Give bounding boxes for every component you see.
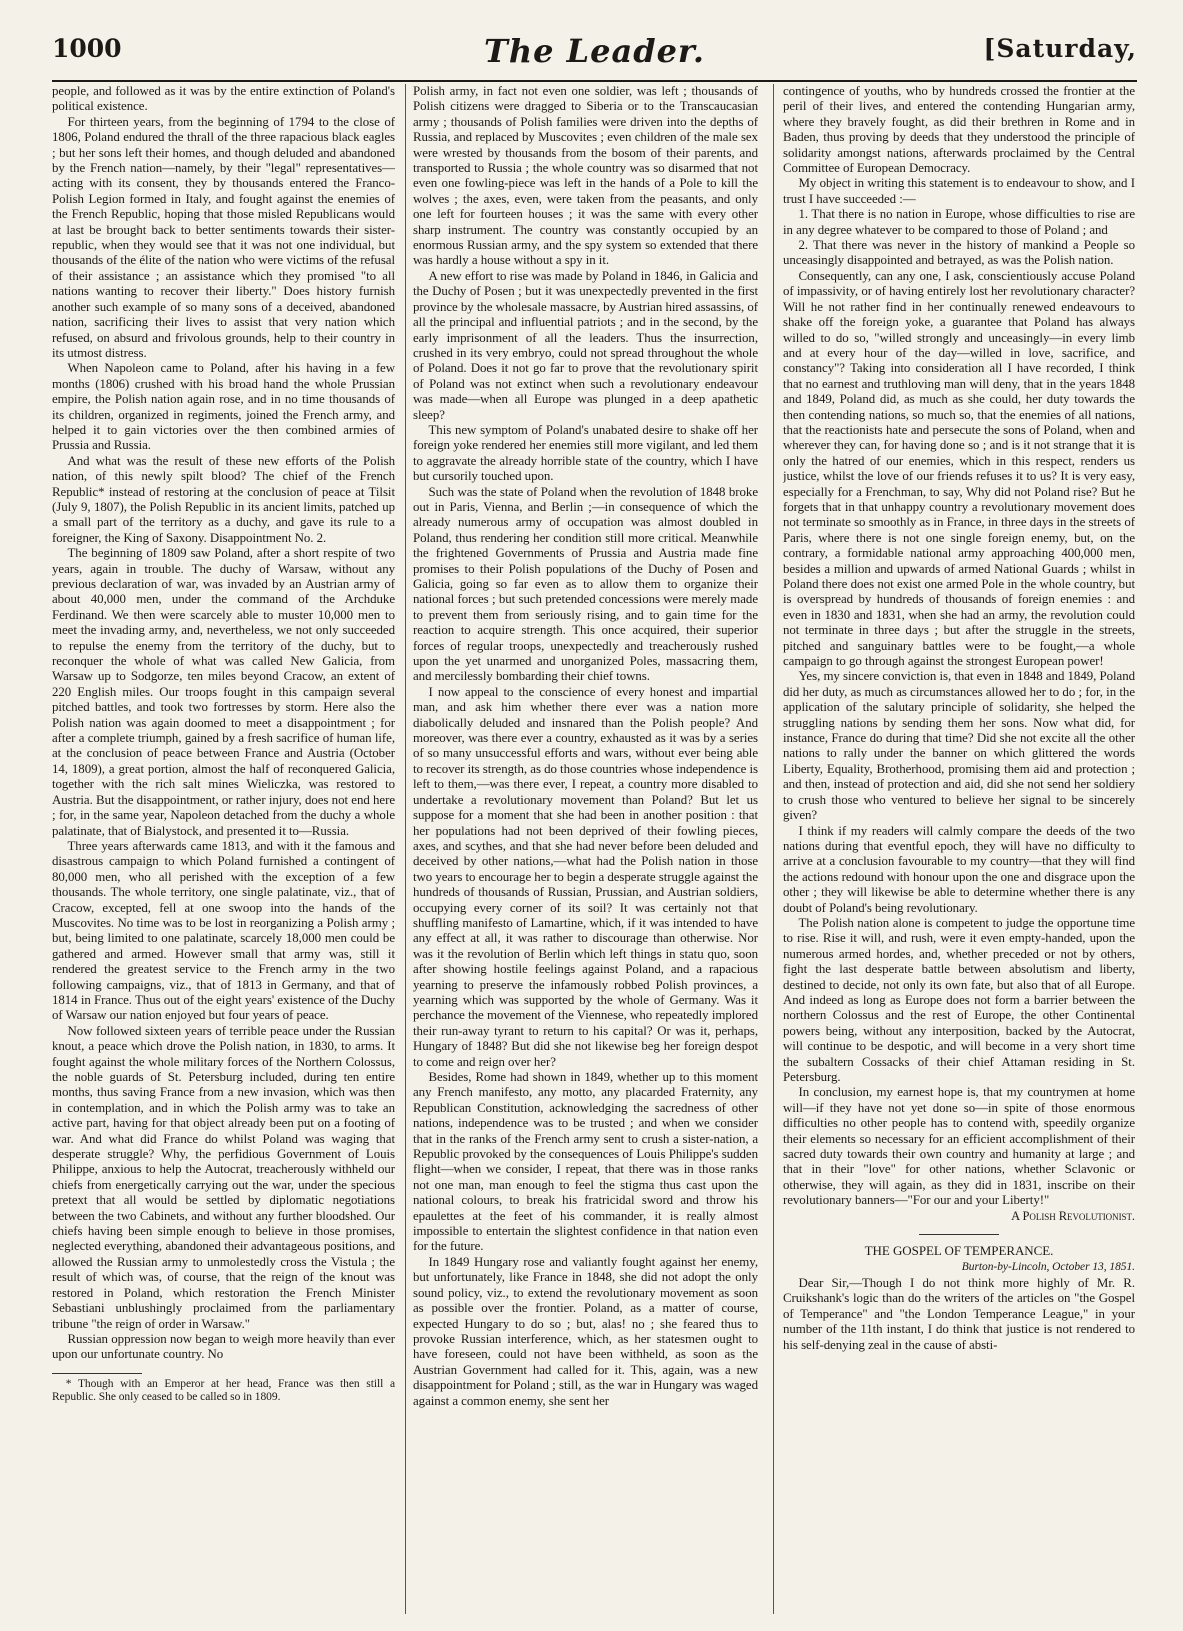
column-divider: [405, 84, 406, 1614]
column-3: [783, 84, 1135, 1614]
paragraph: Such was the state of Poland when the revolution of 1848 broke out in Paris, Vienna, and Berlin ;—in consequence of which the already numerous army of occupation was almost doubled in Poland, thus rendering her condition still more critical. Meanwhile the frightened Governments of Prussia and Austria made fine promises to their Polish populations of the Duchy of Posen and Galicia, going so far even as to allow them to organize their national forces ; but such pretended concessions were merely made to prevent them from seriously rising, and to gain time for the reaction to acquire strength. This once acquired, their superior forces of regular troops, unexpectedly and treacherously rushed upon the yet unarmed and unorganized Poles, massacring them, and mercilessly bombarding their chief towns.: [413, 484, 758, 684]
paragraph: For thirteen years, from the beginning of 1794 to the close of 1806, Poland endured the thrall of the three rapacious black eagles ; but her sons left their homes, and though deluded and abandoned by the French nation—namely, by their "legal" representatives—acting with its consent, they by thousands entered the Franco-Polish Legion formed in Italy, and fought against the enemies of the French Republic, hoping that those misled Republicans would at last be brought back to better sentiments towards their sister-republic, when they would see that it was not one individual, but thousands of the élite of the nation who were victims of the refusal of their assistance ; an assistance which they promised "to all nations wanting to recover their liberty." Does history furnish another such example of so many sons of a deceived, abandoned nation, sacrificing their lives to assist that very nation which refused, on absurd and frivolous grounds, help to their country in its utmost distress.: [52, 114, 395, 360]
article-title: THE GOSPEL OF TEMPERANCE.: [864, 1243, 1054, 1259]
paragraph: The beginning of 1809 saw Poland, after a short respite of two years, again in trouble. The duchy of Warsaw, without any previous declaration of war, was invaded by an Austrian army of about 40,000 men, under the command of the Archduke Ferdinand. We then were scarcely able to muster 10,000 men to meet the invading army, and, nevertheless, we not only succeeded to repulse the enemy from the territory of the duchy, but to reconquer the whole of what was called New Galicia, from Warsaw up to Sodgorze, ten miles beyond Cracow, an extent of 220 English miles. Our troops fought in this campaign several pitched battles, and took two fortresses by storm. Here also the Polish nation was again doomed to meet a disappointment ; for after a complete triumph, gained by a fresh sacrifice of human life, at the conclusion of peace between France and Austria (October 14, 1809), a great portion, almost the half of reconquered Galicia, together with the rich salt mines Wieliczka, was restored to Austria. But the disappointment, or rather injury, does not end here ; for, in the same year, Napoleon detached from the duchy a whole palatinate, that of Bialystock, and presented it to—Russia.: [52, 546, 395, 838]
paragraph: When Napoleon came to Poland, after his having in a few months (1806) crushed with his broad hand the whole Prussian empire, the Polish nation again rose, and in no time thousands of its children, organized in regiments, joined the French army, and helped it to gain victories over the then combined armies of Prussia and Russia.: [52, 361, 395, 453]
masthead: The Leader.: [484, 32, 705, 70]
paragraph: The Polish nation alone is competent to judge the opportune time to rise. Rise it will, and rush, were it even empty-handed, upon the numerous armed hordes, and, whether preceded or not by others, fight the last desperate battle between absolutism and liberty, destined to decide, not only its own fate, but also that of all Europe. And indeed as long as Europe does not form a barrier between the northern Colossus and the rest of Europe, the other Continental powers being, without any interposition, backed by the Autocrat, will continue to be despotic, and will become in a very short time the subaltern Cossacks of their chief Attaman residing in St. Petersburg.: [783, 915, 1135, 1084]
signature: A Polish Revolutionist.: [1011, 1208, 1135, 1223]
paragraph: My object in writing this statement is to endeavour to show, and I trust I have succeeded :—: [783, 176, 1135, 206]
paragraph: Consequently, can any one, I ask, conscientiously accuse Poland of impassivity, or of having entirely lost her revolutionary character? Will he not rather find in her continually renewed endeavours to shake off the foreign yoke, a guarantee that Poland has always willed to do so, "willed strongly and unceasingly—in every limb and at every hour of the day—willed in love, sacrifice, and constancy"? Taking into consideration all I have recorded, I think that no earnest and truthloving man will deny, that in the years 1848 and 1849, Poland did, as much as she could, her duty towards the then contending nations, so much so, that the enemies of all nations, that the reactionists hate and persecute the sons of Poland, when and wherever they can, for having done so ; and is it not strange that it is only the hatred of our enemies, which in this respect, renders us justice, whilst the love of our friends refuses it to us? It is very easy, especially for a Frenchman, to say, Why did not Poland rise? But he forgets that in that unhappy country a revolutionary movement does not terminate so smoothly as in France, in three days in the streets of Paris, where there is not one single foreign enemy, but, on the contrary, a formidable national army approaching 400,000 men, besides a million and upwards of armed National Guards ; whilst in Poland there does not exist one armed Pole in the whole country, but is overspread by hundreds of thousands of foreign enemies : and even in 1830 and 1831, when she had an army, the revolution could not terminate in three days ; but after the struggle in the streets, pitched and sanguinary battles were to be fought,—a whole campaign to go through against the strongest European power!: [783, 268, 1135, 669]
footnote: * Though with an Emperor at her head, France was then still a Republic. She only ceased to be called so in 1809.: [52, 1377, 395, 1404]
paragraph: And what was the result of these new efforts of the Polish nation, of this newly spilt blood? The chief of the French Republic* instead of restoring at the conclusion of peace at Tilsit (July 9, 1807), the Polish Republic in its ancient limits, patched up a small part of the territory as a duchy, and gave its rule to a foreigner, the King of Saxony. Disappointment No. 2.: [52, 453, 395, 545]
paragraph: In 1849 Hungary rose and valiantly fought against her enemy, but unfortunately, like France in 1848, she did not adopt the only sound policy, viz., to extend the revolutionary movement as soon as possible over the frontier. Poland, as a matter of course, expected Hungary to do so ; but, alas! no ; she feared thus to provoke Russian interference, which, as her statesmen ought to have foreseen, could not have been withheld, as soon as the Austrian Government had called for it. This, again, was a new disappointment for Poland ; still, as the war in Hungary was waged against a common enemy, she sent her: [413, 1254, 758, 1408]
paragraph: This new symptom of Poland's unabated desire to shake off her foreign yoke rendered her enemies still more vigilant, and led them to aggravate the already horrible state of the country, which I have but cursorily touched upon.: [413, 422, 758, 484]
column-1: [52, 84, 395, 1614]
paragraph: I now appeal to the conscience of every honest and impartial man, and ask him whether there ever was a nation more diabolically deluded and insnared than the Polish people? And moreover, was there ever a country, exhausted as it was by a series of so many unsuccessful efforts and wars, without ever being able to recover its strength, as do those countries whose independence is left to them,—was there ever, I repeat, a country more disabled to undertake a revolutionary movement than Poland? But let us suppose for a moment that she had been in another position : that her populations had not been deprived of their fowling pieces, axes, and scythes, and that she had never before been deluded and deceived by other nations,—what had the Polish nation in those two years to encourage her to begin a desperate struggle against the hundreds of thousands of Russian, Prussian, and Austrian soldiers, occupying every corner of its soil? It was certainly not that shuffling manifesto of Lamartine, which, if it was intended to have any effect at all, it was rather to discourage than otherwise. Nor was it the revolution of Berlin which left things in statu quo, soon after showing hostile feelings against Poland, and a rapacious yearning to preserve the infamously robbed Polish provinces, a yearning which was supported by the whole of Germany. Was it perchance the movement of the Viennese, who repeatedly implored their run-away tyrant to return to his capital? Or was it, perhaps, Hungary of 1848? But did she not likewise beg her foreign despot to come and reign over her?: [413, 684, 758, 1069]
paragraph: Dear Sir,—Though I do not think more highly of Mr. R. Cruikshank's logic than do the writers of the articles on "the Gospel of Temperance" and "the London Temperance League," in your number of the 11th instant, I do think that justice is not rendered to his self-denying zeal in the cause of absti-: [783, 1275, 1135, 1352]
paragraph: Now followed sixteen years of terrible peace under the Russian knout, a peace which drove the Polish nation, in 1830, to arms. It fought against the whole military forces of the Northern Colossus, the noble guards of St. Petersburg included, during ten entire months, thus saving France from a new invasion, which was then in contemplation, and in which the Polish army was to take an active part, having for that object already been put on a footing of war. And what did France do whilst Poland was waging that desperate struggle? Why, the perfidious Government of Louis Philippe, anxious to help the Autocrat, treacherously withheld our chiefs from energetically carrying out the war, under the specious pretext that all would be settled by diplomatic negotiations between the two Cabinets, and without any further bloodshed. Our chiefs having been simple enough to believe in those promises, neglected everything, abandoned their advantageous positions, and allowed the Russian army to unmolestedly cross the Vistula ; the result of which was, of course, that the reign of the knout was restored in Poland, which restoration the French Minister Sebastiani unblushingly proclaimed from the parliamentary tribune "the reign of order in Warsaw.": [52, 1023, 395, 1331]
paragraph: I think if my readers will calmly compare the deeds of the two nations during that eventful epoch, they will have no difficulty to arrive at a conclusion favourable to my country—that they will find the actions redound with honour upon the one and disgrace upon the other ; they will likewise be able to determine whether there is any doubt of Poland's being revolutionary.: [783, 823, 1135, 915]
column-divider: [773, 84, 774, 1614]
paragraph: 2. That there was never in the history of mankind a People so unceasingly disappointed and betrayed, as was the Polish nation.: [783, 238, 1135, 268]
paragraph: 1. That there is no nation in Europe, whose difficulties to rise are in any degree whatever to be compared to those of Poland ; and: [783, 207, 1135, 237]
paragraph: A new effort to rise was made by Poland in 1846, in Galicia and the Duchy of Posen ; but it was unexpectedly prevented in the first province by the wholesale massacre, by Austrian hired assassins, of all the principal and influential patriots ; and in the second, by the early imprisonment of all the leaders. Thus the insurrection, crushed in its very embryo, could not spread throughout the whole of Poland. Does it not go far to prove that the revolutionary spirit of Poland was not extinct when such a revolutionary endeavour was made—when all Europe was plunged in a deep apathetic sleep?: [413, 268, 758, 422]
paragraph: Three years afterwards came 1813, and with it the famous and disastrous campaign to which Poland furnished a contingent of 80,000 men, who all perished with the exception of a few thousands. The whole territory, one single palatinate, viz., that of Cracow, excepted, fell at one swoop into the hands of the Muscovites. No time was to be lost in reorganizing a Polish army ; but, being limited to one palatinate, scarcely 18,000 men could be gathered and armed. However small that army was, still it rendered the greatest service to the French army in the two following campaigns, viz., that of 1813 in Germany, and that of 1814 in France. Thus out of the eight years' existence of the Duchy of Warsaw our nation enjoyed but four years of peace.: [52, 838, 395, 1023]
paragraph: people, and followed as it was by the entire extinction of Poland's political existence.: [52, 84, 395, 114]
paragraph: Besides, Rome had shown in 1849, whether up to this moment any French manifesto, any motto, any placarded Fraternity, any Republican Constitution, acknowledging the sacredness of other nations, independence was to be trusted ; and when we consider that in the ranks of the French army sent to crush a sister-nation, a Republic provoked by the consequences of Louis Philippe's sudden flight—when we consider, I repeat, that there was in those ranks not one man, man enough to feel the stigma thus cast upon the national colours, to break his fratricidal sword and throw his epaulettes at the feet of his commander, it is really almost impossible to entertain the slightest confidence in that nation even for the future.: [413, 1070, 758, 1254]
paragraph: Yes, my sincere conviction is, that even in 1848 and 1849, Poland did her duty, as much as circumstances allowed her to do ; for, in the application of the salutary principle of solidarity, she helped the struggling nations by sending them her sons. Now what did, for instance, France do during that time? Did she not excite all the other nations to rally under the banner on which glittered the words Liberty, Equality, Brotherhood, promising them aid and protection ; and then, instead of protection and aid, did she not send her soldiery to crush those who ventured to believe her signal to be sincerely given?: [783, 669, 1135, 823]
paragraph: In conclusion, my earnest hope is, that my countrymen at home will—if they have not yet done so—in spite of those enormous difficulties no other people has to contend with, speedily organize their elements so necessary for an efficient accomplishment of their sacred duty towards their own country and humanity at large ; and that in their "love" for other nations, whether Sclavonic or otherwise, they will again, as they did in 1831, inscribe on their revolutionary banners—"For our and your Liberty!": [783, 1085, 1135, 1208]
article-divider: [919, 1234, 999, 1235]
paragraph: Russian oppression now began to weigh more heavily than ever upon our unfortunate country. No: [52, 1331, 395, 1362]
dateline: Burton-by-Lincoln, October 13, 1851.: [961, 1261, 1135, 1274]
column-2: [413, 84, 758, 1614]
issue-day: [Saturday,: [983, 34, 1137, 63]
page-number: 1000: [52, 34, 122, 63]
page-header: [52, 34, 1137, 82]
paragraph: Polish army, in fact not even one soldier, was left ; thousands of Polish citizens were dragged to Siberia or to the Transcaucasian army ; thousands of Polish families were driven into the depths of Russia, and replaced by Muscovites ; even children of the male sex were wrested by thousands from the bosom of their parents, and transported to Russia ; the whole country was so disarmed that not even one fowling-piece was left in the hands of a Pole to kill the wolves ; the axes, even, were taken from the peasants, and only one left for fourteen houses ; it was the same with every other sharp instrument. The country was constantly occupied by an enormous Russian army, and the spy system so extended that there was hardly a house without a spy in it.: [413, 84, 758, 268]
footnote-rule: [52, 1373, 142, 1374]
paragraph: contingence of youths, who by hundreds crossed the frontier at the peril of their lives, and entered the contending Hungarian army, where they bravely fought, as did their brethren in Rome and in Baden, thus proving by deeds that they understood the principle of solidarity amongst nations, afterwards proclaimed by the Central Committee of European Democracy.: [783, 84, 1135, 176]
